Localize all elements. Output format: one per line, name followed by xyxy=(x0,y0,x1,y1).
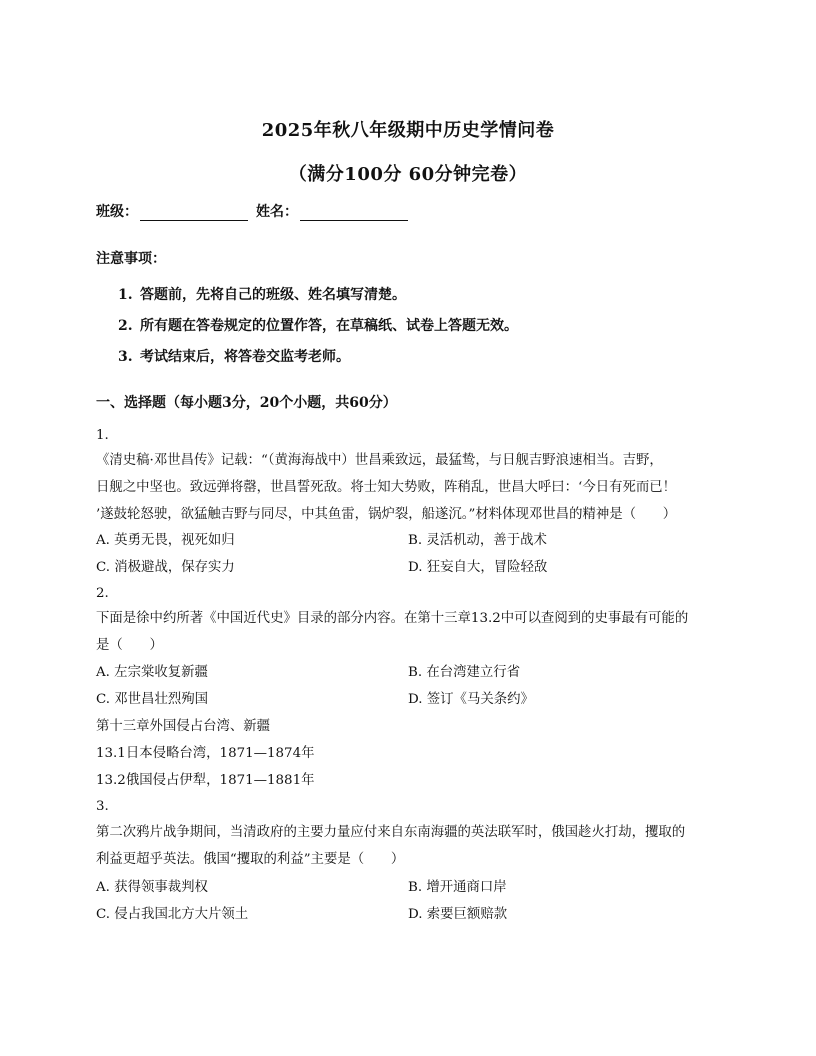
question-text-line: ’遂鼓轮怒驶，欲猛触吉野与同尽，中其鱼雷，锅炉裂，船遂沉。”材料体现邓世昌的精神是（ ） xyxy=(96,507,677,522)
question-text-line: 《清史稿·邓世昌传》记载：“（黄海海战中）世昌乘致远，最猛鸷，与日舰吉野浪速相当。吉野， xyxy=(96,453,663,468)
option-a: A. 英勇无畏，视死如归 xyxy=(96,533,235,548)
notice-text: 答题前，先将自己的班级、姓名填写清楚。 xyxy=(140,287,406,303)
student-info xyxy=(96,201,416,221)
question-number: 3. xyxy=(96,799,109,814)
question-number: 2. xyxy=(96,586,109,601)
option-d: D. 索要巨额赔款 xyxy=(408,907,508,922)
notice-text: 考试结束后，将答卷交监考老师。 xyxy=(140,349,350,365)
notice-item xyxy=(118,284,406,304)
notice-text: 所有题在答卷规定的位置作答，在草稿纸、试卷上答题无效。 xyxy=(140,318,518,334)
option-d: D. 签订《马关条约》 xyxy=(408,692,534,707)
class-label: 班级： xyxy=(96,204,138,220)
table-of-contents-line: 13.2俄国侵占伊犁，1871—1881年 xyxy=(96,773,315,788)
question-text-line: 下面是徐中约所著《中国近代史》目录的部分内容。在第十三章13.2中可以查阅到的史事最有可能的 xyxy=(96,611,689,626)
notice-number: 3. xyxy=(118,349,133,365)
notice-number: 2. xyxy=(118,318,133,334)
notice-heading: 注意事项： xyxy=(96,251,166,267)
option-b: B. 增开通商口岸 xyxy=(408,880,507,895)
question-number: 1. xyxy=(96,428,109,443)
option-a: A. 获得领事裁判权 xyxy=(96,880,208,895)
question-text-line: 利益更超乎英法。俄国“攫取的利益”主要是（ ） xyxy=(96,852,405,867)
option-c: C. 侵占我国北方大片领土 xyxy=(96,907,249,922)
section-heading: 一、选择题（每小题3分，20个小题，共60分） xyxy=(96,395,397,411)
page-subtitle: （满分100分 60分钟完卷） xyxy=(288,164,528,185)
table-of-contents-line: 第十三章外国侵占台湾、新疆 xyxy=(96,719,271,734)
notice-item xyxy=(118,346,350,366)
notice-item xyxy=(118,315,518,335)
option-b: B. 在台湾建立行省 xyxy=(408,665,521,680)
name-label: 姓名： xyxy=(256,204,298,220)
name-blank xyxy=(300,206,408,221)
question-text-line: 日舰之中坚也。致远弹将罄，世昌誓死敌。将士知大势败，阵稍乱，世昌大呼曰：‘今日有死而已！ xyxy=(96,480,677,495)
option-b: B. 灵活机动，善于战术 xyxy=(408,533,547,548)
option-a: A. 左宗棠收复新疆 xyxy=(96,665,208,680)
notice-number: 1. xyxy=(118,287,133,303)
table-of-contents-line: 13.1日本侵略台湾，1871—1874年 xyxy=(96,746,315,761)
option-c: C. 邓世昌壮烈殉国 xyxy=(96,692,209,707)
question-text-line: 是（ ） xyxy=(96,638,163,653)
question-text-line: 第二次鸦片战争期间，当清政府的主要力量应付来自东南海疆的英法联军时，俄国趁火打劫，攫取的 xyxy=(96,825,686,840)
page-title: 2025年秋八年级期中历史学情问卷 xyxy=(261,120,555,141)
option-d: D. 狂妄自大，冒险轻敌 xyxy=(408,560,548,575)
class-blank xyxy=(140,206,248,221)
option-c: C. 消极避战，保存实力 xyxy=(96,560,235,575)
